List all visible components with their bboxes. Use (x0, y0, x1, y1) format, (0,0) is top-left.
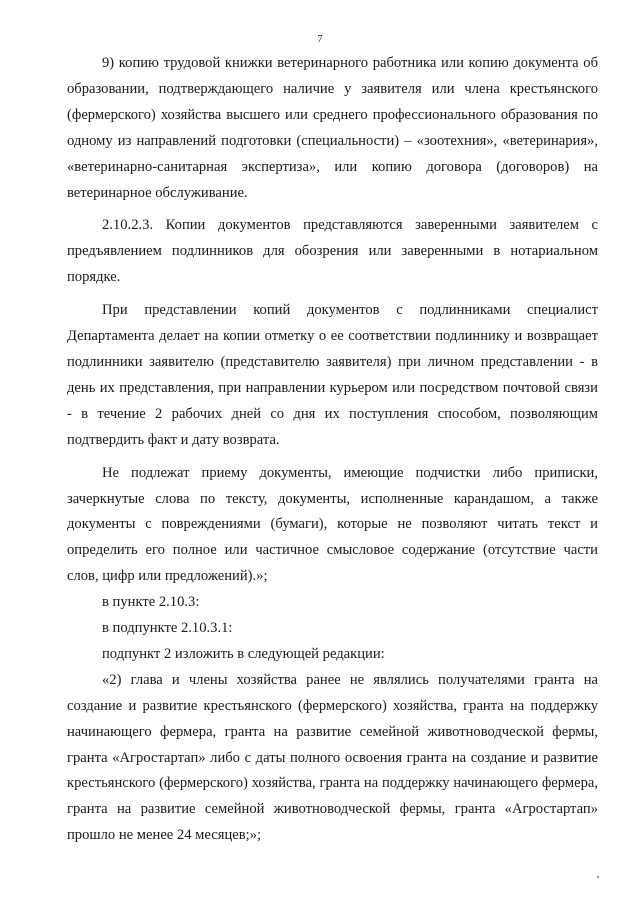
document-body (67, 51, 598, 849)
paragraph-copies-return: При представлении копий документов с подлинниками специалист Департамента делает на копии отметку о ее соответствии подлиннику и возвращает подлинники заявителю (представителю заявителя) при личном представлении - в день их представления, при направлении курьером или посредством почтовой связи - в течение 2 рабочих дней со дня их поступления способом, позволяющим подтвердить факт и дату возврата. (67, 302, 598, 448)
paragraph-not-accepted: Не подлежат приему документы, имеющие подчистки либо приписки, зачеркнутые слова по тексту, документы, исполненные карандашом, а также документы с повреждениями (бумаги), которые не позволяют читать текст и определить его полное или частичное смысловое содержание (отсутствие части слов, цифр или предложений).»; (67, 464, 598, 585)
page-number: 7 (317, 34, 323, 45)
paragraph-subitem-2-text: «2) глава и члены хозяйства ранее не являлись получателями гранта на создание и развитие крестьянского (фермерского) хозяйства, гранта на поддержку начинающего фермера, гранта на развитие семейной животноводческой фермы, гранта «Агростартап» либо с даты полного освоения гранта на создание и развитие крестьянского (фермерского) хозяйства, гранта на поддержку начинающего фермера, гранта на развитие семейной животноводческой фермы, гранта «Агростартап» прошло не менее 24 месяцев;»; (67, 671, 598, 844)
scan-speck (597, 876, 599, 878)
paragraph-item-9: 9) копию трудовой книжки ветеринарного работника или копию документа об образовании, подтверждающего наличие у заявителя или члена крестьянского (фермерского) хозяйства высшего или среднего профессионального образования по одному из направлений подготовки (специальности) – «зоотехния», «ветеринария», «ветеринарно-санитарная экспертиза», или копию договора (договоров) на ветеринарное обслуживание. (67, 55, 598, 201)
paragraph-in-clause-2-10-3: в пункте 2.10.3: (102, 594, 200, 611)
paragraph-subitem-2-wording: подпункт 2 изложить в следующей редакции: (102, 645, 385, 662)
paragraph-2-10-2-3: 2.10.2.3. Копии документов представляются заверенными заявителем с предъявлением подлинников для обозрения или заверенными в нотариальном порядке. (67, 217, 598, 286)
paragraph-in-subclause-2-10-3-1: в подпункте 2.10.3.1: (102, 620, 233, 637)
